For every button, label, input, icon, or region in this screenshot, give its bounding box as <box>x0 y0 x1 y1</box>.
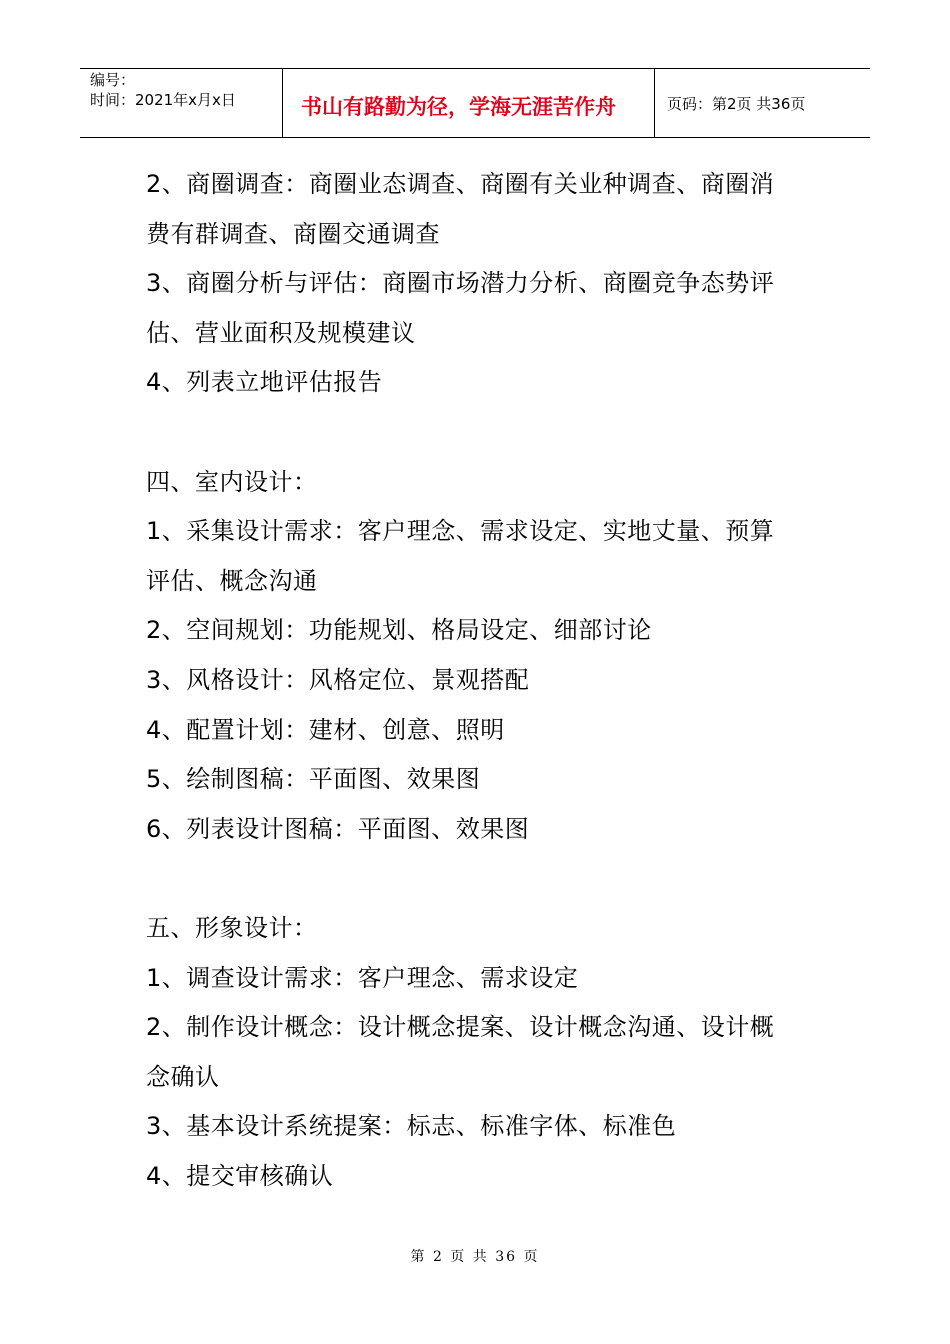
section-heading: 四、室内设计： <box>146 467 318 496</box>
body-line: 2、空间规划：功能规划、格局设定、细部讨论 <box>146 616 652 645</box>
body-line: 念确认 <box>146 1062 220 1091</box>
header-page-cell <box>655 69 870 137</box>
body-line: 3、商圈分析与评估：商圈市场潜力分析、商圈竞争态势评 <box>146 269 775 298</box>
body-line: 1、采集设计需求：客户理念、需求设定、实地丈量、预算 <box>146 517 775 546</box>
blank-line <box>146 854 826 904</box>
body-line: 4、提交审核确认 <box>146 1161 334 1190</box>
document-body <box>146 160 826 1201</box>
body-line: 1、调查设计需求：客户理念、需求设定 <box>146 963 579 992</box>
header-page-info: 页码：第2页 共36页 <box>667 95 806 113</box>
header-meta-cell <box>80 69 283 137</box>
body-line: 4、列表立地评估报告 <box>146 368 383 397</box>
body-line: 评估、概念沟通 <box>146 566 318 595</box>
page-header <box>80 68 870 138</box>
header-motto: 书山有路勤为径，学海无涯苦作舟 <box>301 95 616 119</box>
body-line: 3、基本设计系统提案：标志、标准字体、标准色 <box>146 1112 677 1141</box>
body-line: 3、风格设计：风格定位、景观搭配 <box>146 665 530 694</box>
header-motto-cell <box>283 69 655 137</box>
body-line: 2、商圈调查：商圈业态调查、商圈有关业种调查、商圈消 <box>146 170 775 198</box>
body-line: 5、绘制图稿：平面图、效果图 <box>146 765 481 794</box>
body-line: 2、制作设计概念：设计概念提案、设计概念沟通、设计概 <box>146 1013 775 1042</box>
body-line: 4、配置计划：建材、创意、照明 <box>146 715 505 744</box>
body-line: 6、列表设计图稿：平面图、效果图 <box>146 814 530 843</box>
blank-line <box>146 408 826 458</box>
body-line: 估、营业面积及规模建议 <box>146 318 416 347</box>
page-footer: 第 2 页 共 36 页 <box>410 1249 540 1265</box>
body-line: 费有群调查、商圈交通调查 <box>146 219 440 248</box>
section-heading: 五、形象设计： <box>146 913 318 942</box>
document-time-label: 时间：2021年x月x日 <box>90 91 236 109</box>
document-code-label: 编号： <box>90 71 136 89</box>
